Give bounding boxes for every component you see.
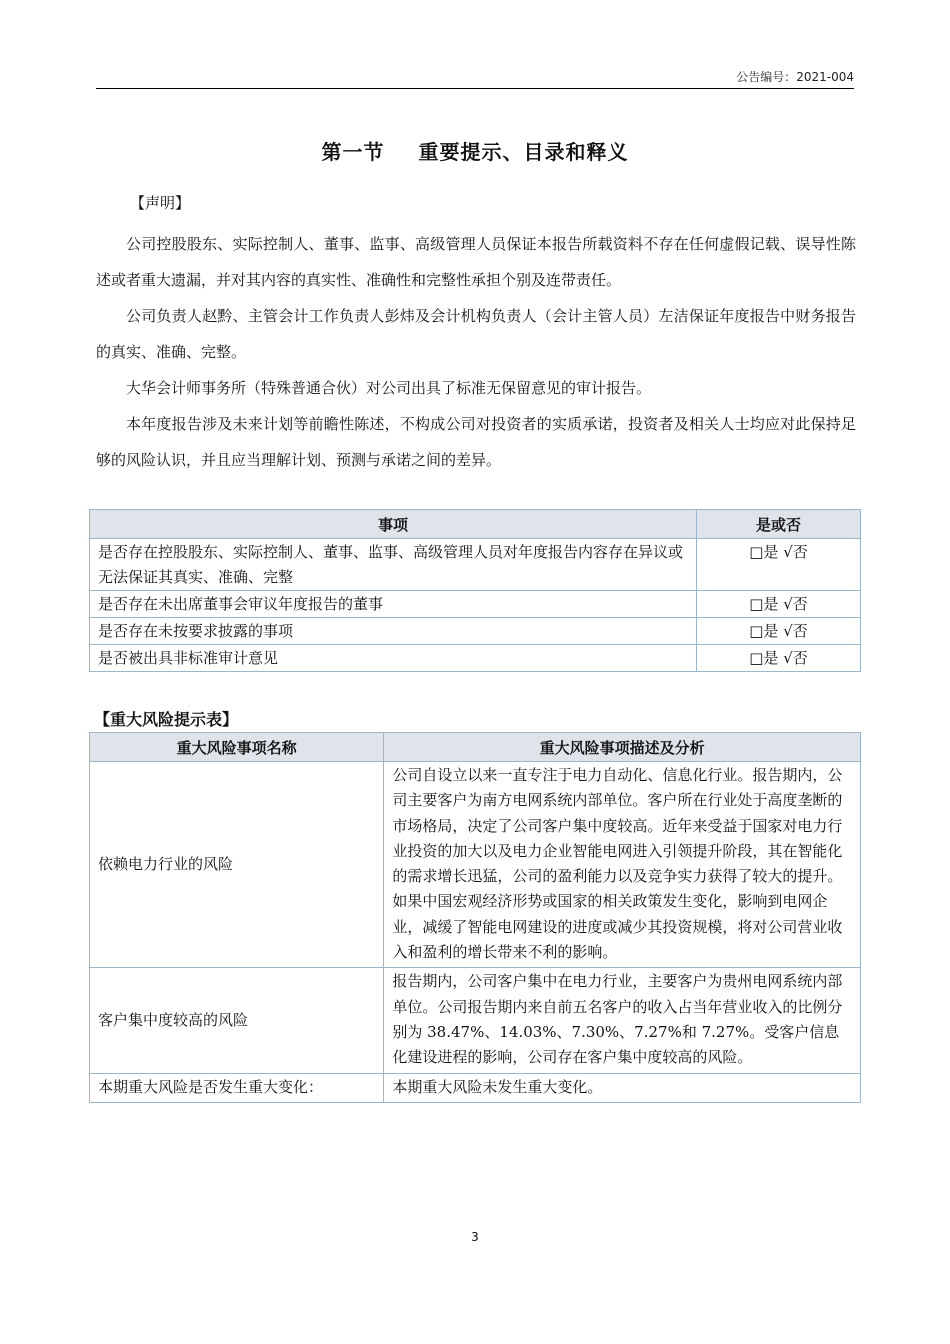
header-rule xyxy=(96,88,854,89)
risk-table xyxy=(89,732,861,1103)
matter-item: 是否存在未出席董事会审议年度报告的董事 xyxy=(90,591,697,618)
risk-name: 本期重大风险是否发生重大变化： xyxy=(90,1073,384,1102)
matters-table xyxy=(89,509,861,672)
statement-paragraph: 大华会计师事务所（特殊普通合伙）对公司出具了标准无保留意见的审计报告。 xyxy=(126,379,652,397)
matter-answer: □是 √否 xyxy=(697,539,861,591)
matter-item: 是否存在未按要求披露的事项 xyxy=(90,618,697,645)
statement-paragraph: 本年度报告涉及未来计划等前瞻性陈述，不构成公司对投资者的实质承诺，投资者及相关人士均应对此保持足够的风险认识，并且应当理解计划、预测与承诺之间的差异。 xyxy=(96,415,856,469)
table-row xyxy=(90,618,861,645)
table-row xyxy=(90,968,861,1073)
column-header: 重大风险事项名称 xyxy=(90,733,384,762)
statement-paragraph: 公司负责人赵黔、主管会计工作负责人彭炜及会计机构负责人（会计主管人员）左洁保证年度报告中财务报告的真实、准确、完整。 xyxy=(96,307,856,361)
column-header: 是或否 xyxy=(697,510,861,539)
column-header: 事项 xyxy=(90,510,697,539)
page-number: 3 xyxy=(471,1230,479,1244)
risk-description: 报告期内，公司客户集中在电力行业，主要客户为贵州电网系统内部单位。公司报告期内来自前五名客户的收入占当年营业收入的比例分别为 38.47%、14.03%、7.30%、7.27%和 7.27%。受客户信息化建设进程的影响，公司存在客户集中度较高的风险。 xyxy=(384,968,861,1073)
section-title xyxy=(0,136,950,165)
risk-description: 本期重大风险未发生重大变化。 xyxy=(384,1073,861,1102)
statement-label: 【声明】 xyxy=(130,194,191,212)
table-header-row xyxy=(90,733,861,762)
statement-paragraph: 公司控股股东、实际控制人、董事、监事、高级管理人员保证本报告所载资料不存在任何虚假记载、误导性陈述或者重大遗漏，并对其内容的真实性、准确性和完整性承担个别及连带责任。 xyxy=(96,235,856,289)
section-heading: 重要提示、目录和释义 xyxy=(418,140,629,164)
risk-table-title: 【重大风险提示表】 xyxy=(94,710,239,729)
table-header-row xyxy=(90,510,861,539)
table-row xyxy=(90,762,861,968)
column-header: 重大风险事项描述及分析 xyxy=(384,733,861,762)
announcement-number: 公告编号：2021-004 xyxy=(736,70,854,84)
matter-answer: □是 √否 xyxy=(697,645,861,672)
matter-answer: □是 √否 xyxy=(697,591,861,618)
matter-item: 是否存在控股股东、实际控制人、董事、监事、高级管理人员对年度报告内容存在异议或无法保证其真实、准确、完整 xyxy=(90,539,697,591)
table-row xyxy=(90,539,861,591)
table-row xyxy=(90,591,861,618)
table-row xyxy=(90,1073,861,1102)
risk-name: 客户集中度较高的风险 xyxy=(90,968,384,1073)
risk-name: 依赖电力行业的风险 xyxy=(90,762,384,968)
risk-description: 公司自设立以来一直专注于电力自动化、信息化行业。报告期内，公司主要客户为南方电网系统内部单位。客户所在行业处于高度垄断的市场格局，决定了公司客户集中度较高。近年来受益于国家对电力行业投资的加大以及电力企业智能电网进入引领提升阶段，其在智能化的需求增长迅猛，公司的盈利能力以及竞争实力获得了较大的提升。如果中国宏观经济形势或国家的相关政策发生变化，影响到电网企业，减缓了智能电网建设的进度或减少其投资规模，将对公司营业收入和盈利的增长带来不利的影响。 xyxy=(384,762,861,968)
matter-answer: □是 √否 xyxy=(697,618,861,645)
table-row xyxy=(90,645,861,672)
matter-item: 是否被出具非标准审计意见 xyxy=(90,645,697,672)
section-part: 第一节 xyxy=(321,140,385,164)
